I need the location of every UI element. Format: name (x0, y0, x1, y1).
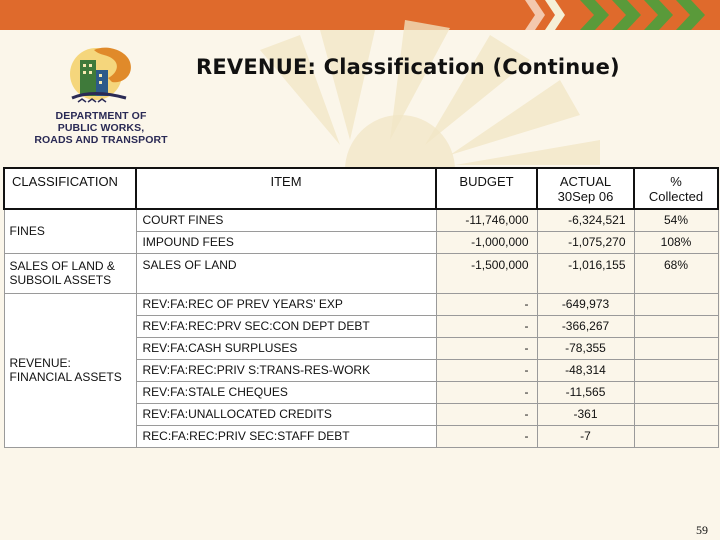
budget-cell: - (436, 337, 537, 359)
actual-cell: -78,355 (537, 337, 634, 359)
classification-cell: REVENUE: FINANCIAL ASSETS (4, 293, 136, 447)
item-cell: REV:FA:CASH SURPLUSES (136, 337, 436, 359)
item-cell: REC:FA:REC:PRIV SEC:STAFF DEBT (136, 425, 436, 447)
budget-cell: - (436, 381, 537, 403)
budget-cell: - (436, 293, 537, 315)
header-classification: CLASSIFICATION (4, 168, 136, 209)
item-cell: COURT FINES (136, 209, 436, 231)
item-cell: SALES OF LAND (136, 253, 436, 293)
revenue-table (3, 167, 719, 448)
classification-cell: SALES OF LAND & SUBSOIL ASSETS (4, 253, 136, 293)
page-number: 59 (696, 523, 708, 537)
pct-cell: 108% (634, 231, 718, 253)
classification-cell: FINES (4, 209, 136, 253)
actual-cell: -1,016,155 (537, 253, 634, 293)
actual-cell: -361 (537, 403, 634, 425)
table-header-row (4, 168, 718, 209)
pct-cell (634, 293, 718, 315)
actual-cell: -1,075,270 (537, 231, 634, 253)
table-row (4, 253, 718, 293)
pct-cell: 54% (634, 209, 718, 231)
budget-cell: - (436, 315, 537, 337)
budget-cell: -11,746,000 (436, 209, 537, 231)
table-row (4, 209, 718, 231)
budget-cell: -1,500,000 (436, 253, 537, 293)
actual-cell: -6,324,521 (537, 209, 634, 231)
budget-cell: - (436, 403, 537, 425)
header-pct-collected: % Collected (634, 168, 718, 209)
budget-cell: - (436, 425, 537, 447)
pct-cell (634, 315, 718, 337)
building-emblem-icon (64, 44, 136, 106)
budget-cell: - (436, 359, 537, 381)
pct-cell (634, 425, 718, 447)
table-row (4, 293, 718, 315)
item-cell: REV:FA:UNALLOCATED CREDITS (136, 403, 436, 425)
actual-cell: -11,565 (537, 381, 634, 403)
item-cell: REV:FA:REC OF PREV YEARS' EXP (136, 293, 436, 315)
header-item: ITEM (136, 168, 436, 209)
pct-cell (634, 381, 718, 403)
actual-cell: -366,267 (537, 315, 634, 337)
actual-cell: -48,314 (537, 359, 634, 381)
pct-cell: 68% (634, 253, 718, 293)
item-cell: IMPOUND FEES (136, 231, 436, 253)
pct-cell (634, 359, 718, 381)
sunburst-watermark (200, 20, 620, 170)
header-actual: ACTUAL 30Sep 06 (537, 168, 634, 209)
actual-cell: -7 (537, 425, 634, 447)
item-cell: REV:FA:REC:PRV SEC:CON DEPT DEBT (136, 315, 436, 337)
slide-title: REVENUE: Classification (Continue) (196, 55, 620, 79)
pct-cell (634, 337, 718, 359)
header-budget: BUDGET (436, 168, 537, 209)
department-name: DEPARTMENT OF PUBLIC WORKS, ROADS AND TRANSPORT (34, 110, 168, 146)
pct-cell (634, 403, 718, 425)
actual-cell: -649,973 (537, 293, 634, 315)
budget-cell: -1,000,000 (436, 231, 537, 253)
item-cell: REV:FA:REC:PRIV S:TRANS-RES-WORK (136, 359, 436, 381)
item-cell: REV:FA:STALE CHEQUES (136, 381, 436, 403)
